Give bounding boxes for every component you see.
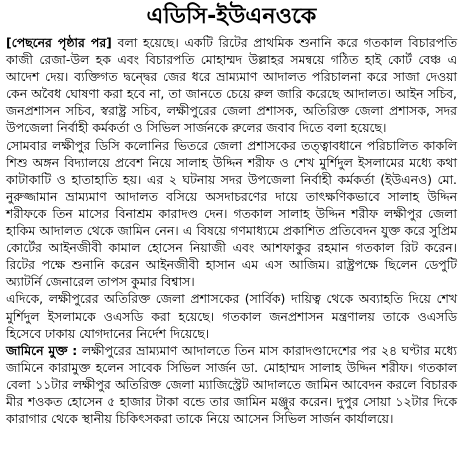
continued-from-back-page-label: [পেছনের পৃষ্ঠার পর] <box>6 35 112 50</box>
paragraph-3 <box>6 290 457 341</box>
paragraph-text: এদিকে, লক্ষীপুরের অতিরিক্ত জেলা প্রশাসকের (সার্বিক) দায়িত্ব থেকে অব্যাহতি দিয়ে শেখ মুর্শিদুল ইসলামকে ওএসডি করা হয়েছে। গতকাল জনপ্রশাসন মন্ত্রণালয় তাকে ওএসডি হিসেবে ঢাকায় যোগদানের নির্দেশ দিয়েছে। <box>6 291 457 341</box>
bail-subheading: জামিনে মুক্ত : <box>6 342 78 358</box>
article-body <box>6 34 457 427</box>
paragraph-1 <box>6 34 457 137</box>
headline: এডিসি-ইউএনওকে <box>146 4 317 29</box>
paragraph-text: লক্ষীপুরের ভ্রাম্যমাণ আদালতে তিন মাস কারাদণ্ডাদেশের পর ২৪ ঘণ্টার মধ্যে জামিনে কারামুক্ত হলেন সাবেক সিভিল সার্জন ডা. মোহাম্মদ সালাহ উদ্দিন শরীফ। গতকাল বেলা ১১টার লক্ষীপুর অতিরিক্ত জেলা ম্যাজিস্ট্রেট আদালতে জামিন আবেদন করলে বিচারক মীর শওকত হোসেন ৫ হাজার টাকা বন্ডে তার জামিন মঞ্জুর করেন। দুপুর সোয়া ১২টার দিকে কারাগার থেকে স্থানীয় চিকিৎসকরা তাকে নিয়ে আসেন সিভিল সার্জন কার্যালয়ে। <box>6 342 457 427</box>
paragraph-text: বলা হয়েছে। একটি রিটের প্রাথমিক শুনানি করে গতকাল বিচারপতি কাজী রেজা-উল হক এবং বিচারপতি মোহাম্মদ উল্লাহর সমন্বয়ে গঠিত হাই কোর্ট বেঞ্চ এ আদেশ দেয়। ব্যক্তিগত দ্বন্দ্বের জের ধরে ভ্রাম্যমাণ আদালত পরিচালনা করে সাজা দেওয়া কেন অবৈধ ঘোষণা করা হবে না, তা জানতে চেয়ে রুল জারি করেছে আদালত। আইন সচিব, জনপ্রশাসন সচিব, স্বরাষ্ট্র সচিব, লক্ষীপুরের জেলা প্রশাসক, অতিরিক্ত জেলা প্রশাসক, সদর উপজেলা নির্বাহী কর্মকর্তা ও সিভিল সার্জনকে রুলের জবাব দিতে বলা হয়েছে। <box>6 35 457 136</box>
paragraph-text: সোমবার লক্ষীপুর ডিসি কলোনির ভিতরে জেলা প্রশাসকের তত্ত্বাবধানে পরিচালিত কাকলি শিশু অঙ্গন বিদ্যালয়ে প্রবেশ নিয়ে সালাহ উদ্দিন শরীফ ও শেখ মুর্শিদুল ইসলামের মধ্যে কথা কাটাকাটি ও হাতাহাতি হয়। এর ২ ঘটনায় সদর উপজেলা নির্বাহী কর্মকর্তা (ইউএনও) মো. নুরুজ্জামান ভ্রাম্যমাণ আদালত বসিয়ে অসদাচরণের দায়ে তাৎক্ষণিকভাবে সালাহ উদ্দিন শরীফকে তিন মাসের বিনাশ্রম কারাদণ্ড দেন। গতকাল সালাহ উদ্দিন শরীফ লক্ষীপুর জেলা হাকিম আদালত থেকে জামিন নেন। এ বিষয়ে গণমাধ্যমে প্রকাশিত প্রতিবেদন যুক্ত করে সুপ্রিম কোর্টের আইনজীবী কামাল হোসেন নিয়াজী এবং আশফাকুর রহমান গতকাল রিট করেন। রিটের পক্ষে শুনানি করেন আইনজীবী হাসান এম এস আজিম। রাষ্ট্রপক্ষে ছিলেন ডেপুটি অ্যাটর্নি জেনারেল তাপস কুমার বিশ্বাস। <box>6 137 457 290</box>
paragraph-2 <box>6 137 457 291</box>
paragraph-4 <box>6 342 457 427</box>
